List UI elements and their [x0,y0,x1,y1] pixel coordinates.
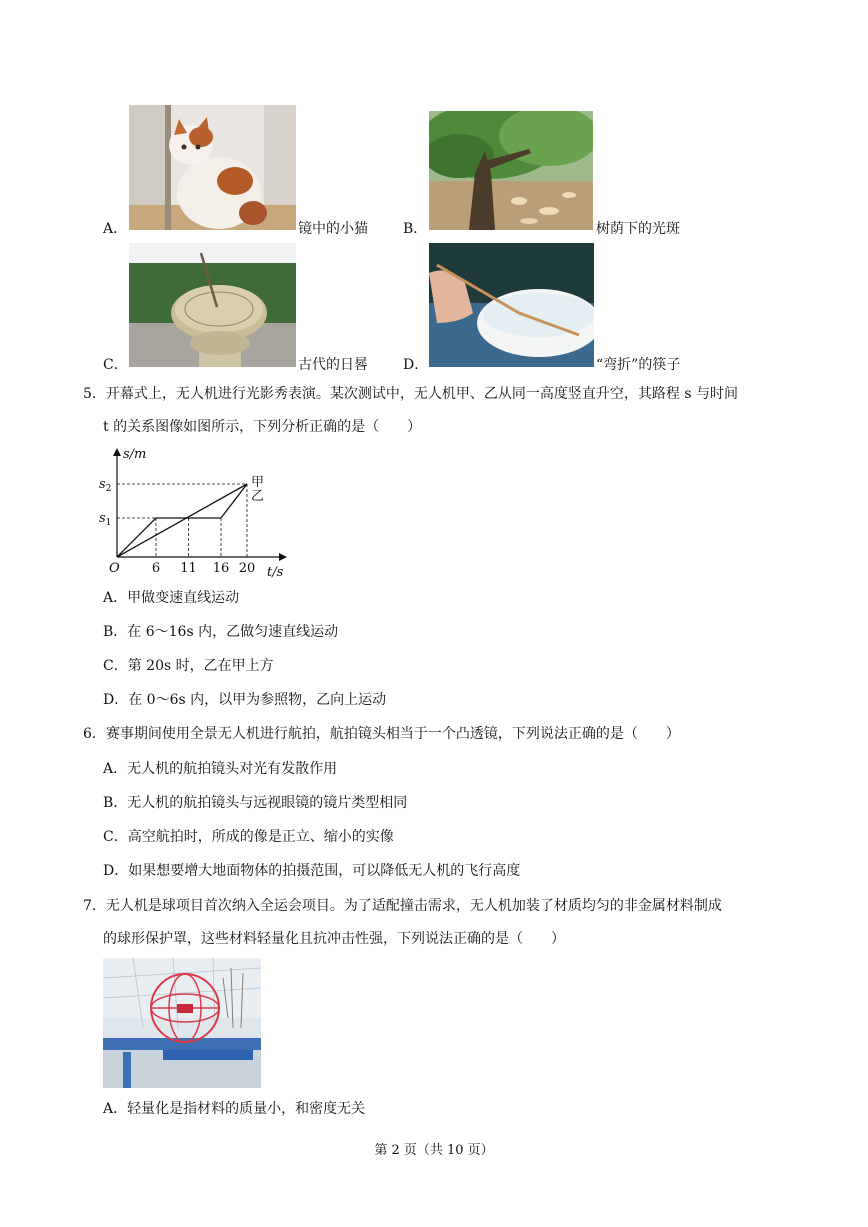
y-tick-1: $s_2$ [99,477,112,494]
x-tick-1: 11 [180,561,197,576]
q4-option-b-caption: 树荫下的光斑 [596,221,680,237]
q5-option-c: C．第 20s 时，乙在甲上方 [103,658,274,674]
q6-option-a: A．无人机的航拍镜头对光有发散作用 [103,761,338,777]
y-axis-arrow [113,448,121,456]
q7-option-a: A．轻量化是指材料的质量小，和密度无关 [103,1101,366,1117]
series-label-0: 甲 [251,475,265,490]
q6-option-c: C．高空航拍时，所成的像是正立、缩小的实像 [103,829,394,845]
series-line-0 [117,484,247,557]
x-tick-0: 6 [151,561,161,576]
q4-option-b-letter: B． [403,221,428,237]
origin-label: O [109,561,120,576]
sundial-photo [129,243,296,367]
q4-option-a-caption: 镜中的小猫 [298,221,368,237]
y-tick-0: $s_1$ [99,511,112,528]
q6-option-d: D．如果想要增大地面物体的拍摄范围，可以降低无人机的飞行高度 [103,863,521,879]
q5-option-a: A．甲做变速直线运动 [103,590,240,606]
q5-stem-line1: 5．开幕式上，无人机进行光影秀表演。某次测试中，无人机甲、乙从同一高度竖直升空，其路程 s 与时间 [83,386,738,402]
q5-option-b: B．在 6～16s 内，乙做匀速直线运动 [103,624,339,640]
q5-option-d: D．在 0～6s 内，以甲为参照物，乙向上运动 [103,692,387,708]
q4-option-a-letter: A． [103,221,128,237]
page-footer: 第 2 页（共 10 页） [374,1143,494,1158]
x-tick-2: 16 [212,561,230,576]
q6-stem: 6．赛事期间使用全景无人机进行航拍，航拍镜头相当于一个凸透镜，下列说法正确的是（ ） [83,726,680,742]
tree-shade-photo [429,111,593,230]
y-axis-label: s/m [123,447,147,462]
q4-option-d-caption: “弯折”的筷子 [596,357,681,373]
x-axis-arrow [279,553,287,561]
drone-ball-photo [103,958,261,1088]
x-tick-3: 20 [238,561,256,576]
q4-option-d-letter: D． [403,357,429,373]
q6-option-b: B．无人机的航拍镜头与远视眼镜的镜片类型相同 [103,795,408,811]
q5-stem-line2: t 的关系图像如图所示，下列分析正确的是（ ） [103,419,422,435]
q7-stem-line2: 的球形保护罩，这些材料轻量化且抗冲击性强，下列说法正确的是（ ） [103,931,565,947]
q4-option-c-letter: C． [103,357,128,373]
q4-option-c-caption: 古代的日晷 [298,357,368,373]
x-axis-label: t/s [267,565,284,580]
cat-in-mirror-photo [129,105,296,230]
bent-chopstick-photo [429,243,594,367]
st-graph [95,442,295,582]
series-label-1: 乙 [251,489,265,504]
q7-stem-line1: 7．无人机是球项目首次纳入全运会项目。为了适配撞击需求，无人机加装了材质均匀的非金属材料制成 [83,898,722,914]
